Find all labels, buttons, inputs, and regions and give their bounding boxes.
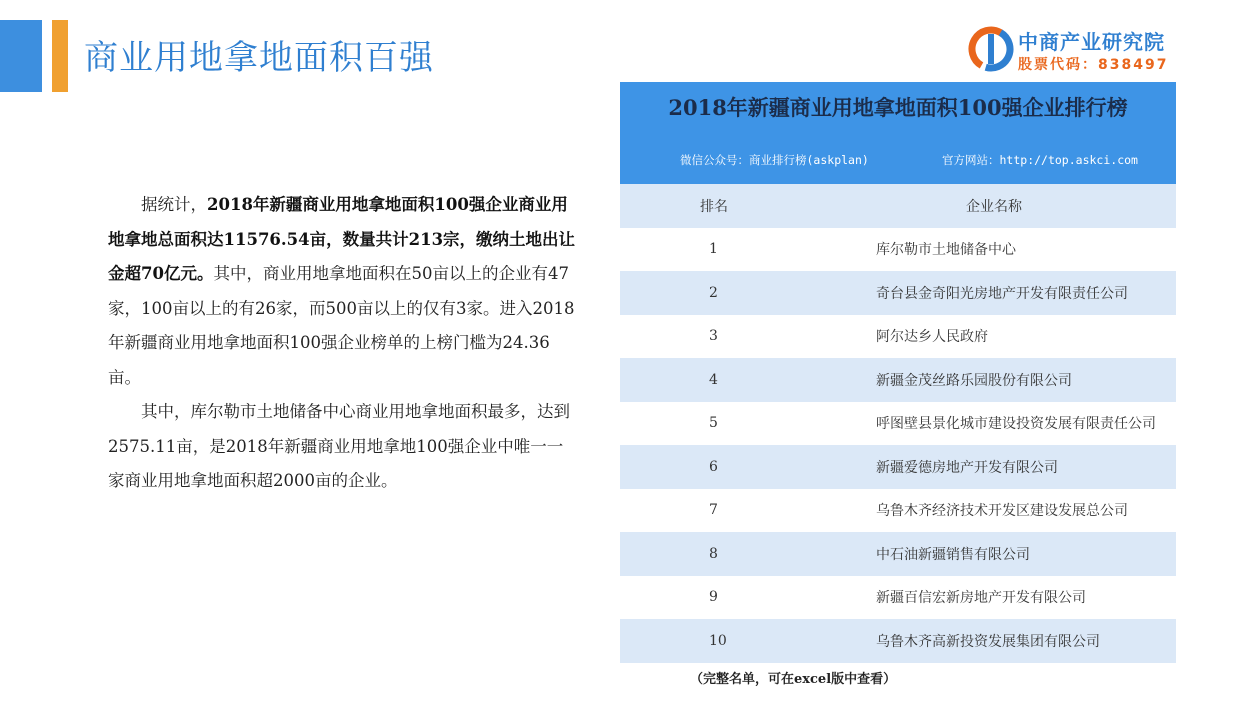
table-body bbox=[620, 228, 1176, 663]
table-row bbox=[620, 619, 1176, 663]
logo-stock-code: 股票代码：838497 bbox=[1018, 57, 1169, 73]
table-row bbox=[620, 271, 1176, 315]
table-column-header bbox=[620, 184, 1176, 228]
article-body bbox=[108, 188, 576, 499]
row-rank: 10 bbox=[709, 632, 727, 649]
row-company-name: 乌鲁木齐高新投资发展集团有限公司 bbox=[876, 633, 1100, 650]
table-row bbox=[620, 489, 1176, 533]
column-name-header: 企业名称 bbox=[966, 198, 1022, 215]
table-row bbox=[620, 358, 1176, 402]
row-rank: 1 bbox=[709, 241, 718, 258]
row-rank: 5 bbox=[709, 415, 718, 432]
row-rank: 9 bbox=[709, 589, 718, 606]
row-rank: 6 bbox=[709, 458, 718, 475]
table-wechat: 微信公众号：商业排行榜(askplan) bbox=[680, 153, 869, 167]
ranking-table bbox=[620, 82, 1176, 663]
table-note: （完整名单，可在excel版中查看） bbox=[690, 672, 897, 687]
table-header bbox=[620, 82, 1176, 184]
article-paragraph-2: 其中，库尔勒市土地储备中心商业用地拿地面积最多，达到2575.11亩，是2018年新疆商业用地拿地100强企业中唯一一家商业用地拿地面积超2000亩的企业。 bbox=[108, 402, 570, 490]
table-row bbox=[620, 402, 1176, 446]
row-rank: 4 bbox=[709, 371, 718, 388]
row-company-name: 库尔勒市土地储备中心 bbox=[876, 242, 1016, 259]
row-rank: 2 bbox=[709, 284, 718, 301]
article-paragraph-1 bbox=[108, 188, 576, 395]
table-row bbox=[620, 315, 1176, 359]
zhongshang-logo-icon bbox=[968, 26, 1014, 72]
paragraph-rest: 其中，商业用地拿地面积在50亩以上的企业有47家，100亩以上的有26家，而500亩以上的仅有3家。进入2018年新疆商业用地拿地面积100强企业榜单的上榜门槛为24.36亩。 bbox=[108, 264, 575, 387]
table-row bbox=[620, 576, 1176, 620]
row-company-name: 阿尔达乡人民政府 bbox=[876, 329, 988, 346]
row-company-name: 奇台县金奇阳光房地产开发有限责任公司 bbox=[876, 285, 1128, 302]
logo-name: 中商产业研究院 bbox=[1018, 30, 1165, 54]
row-company-name: 新疆金茂丝路乐园股份有限公司 bbox=[876, 372, 1072, 389]
row-company-name: 乌鲁木齐经济技术开发区建设发展总公司 bbox=[876, 503, 1128, 520]
row-company-name: 呼图壁县景化城市建设投资发展有限责任公司 bbox=[876, 416, 1156, 433]
row-company-name: 新疆爱德房地产开发有限公司 bbox=[876, 459, 1058, 476]
row-rank: 8 bbox=[709, 545, 718, 562]
column-rank-header: 排名 bbox=[700, 198, 728, 215]
brand-logo bbox=[968, 24, 1188, 84]
row-rank: 7 bbox=[709, 502, 718, 519]
table-site: 官方网站：http://top.askci.com bbox=[942, 153, 1138, 167]
page-title: 商业用地拿地面积百强 bbox=[84, 38, 434, 78]
row-company-name: 新疆百信宏新房地产开发有限公司 bbox=[876, 590, 1086, 607]
table-title: 2018年新疆商业用地拿地面积100强企业排行榜 bbox=[668, 95, 1128, 120]
row-company-name: 中石油新疆销售有限公司 bbox=[876, 546, 1030, 563]
row-rank: 3 bbox=[709, 328, 718, 345]
paragraph-intro: 据统计， bbox=[141, 195, 207, 214]
table-row bbox=[620, 532, 1176, 576]
table-row bbox=[620, 228, 1176, 272]
table-row bbox=[620, 445, 1176, 489]
title-accent-blue bbox=[0, 20, 42, 92]
paragraph-highlight: 2018年新疆商业用地拿地面积100强企业商业用地拿地总面积达11576.54亩，数量共计213宗，缴纳土地出让金超70亿元。 bbox=[108, 195, 576, 283]
title-accent-orange bbox=[52, 20, 68, 92]
